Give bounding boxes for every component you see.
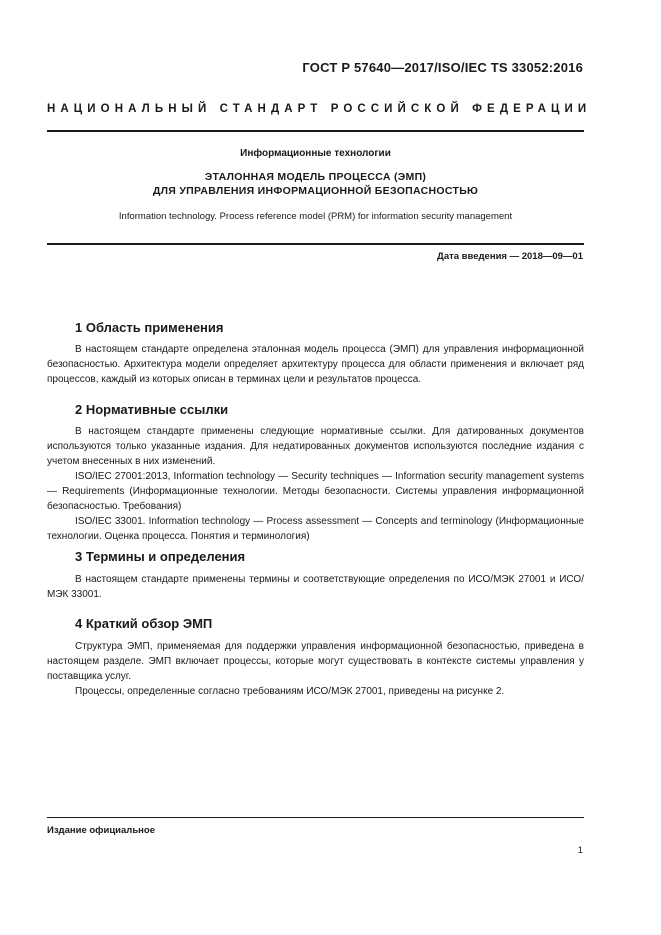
section-body-terms	[47, 572, 584, 602]
reference-iso-33001: ISO/IEC 33001. Information technology — Process assessment — Concepts and terminology (Информационные технологии. Оценка процесса. Понятия и терминология)	[47, 516, 584, 542]
national-standard-banner: НАЦИОНАЛЬНЫЙ СТАНДАРТ РОССИЙСКОЙ ФЕДЕРАЦИИ	[47, 103, 592, 115]
title-rule	[47, 243, 584, 245]
introduction-date: Дата введения — 2018—09—01	[437, 251, 583, 262]
title-line-1: ЭТАЛОННАЯ МОДЕЛЬ ПРОЦЕССА (ЭМП)	[204, 171, 427, 183]
paragraph: В настоящем стандарте определена эталонная модель процесса (ЭМП) для управления информационной безопасностью. Архитектура модели определяет архитектуру процесса для области применения и включает ряд процессов, каждый из которых описан в терминах цели и результатов процесса.	[47, 344, 584, 385]
footer-rule	[47, 817, 584, 818]
section-body-scope	[47, 342, 584, 387]
title-line-2: ДЛЯ УПРАВЛЕНИЯ ИНФОРМАЦИОННОЙ БЕЗОПАСНОСТЬЮ	[152, 185, 479, 197]
paragraph: Процессы, определенные согласно требованиям ИСО/МЭК 27001, приведены на рисунке 2.	[75, 686, 505, 697]
paragraph: В настоящем стандарте применены термины и соответствующие определения по ИСО/МЭК 27001 и ИСО/МЭК 33001.	[47, 574, 584, 600]
section-heading-normative-references: 2 Нормативные ссылки	[75, 402, 229, 417]
paragraph: В настоящем стандарте применены следующие нормативные ссылки. Для датированных документов используются только указанные издания. Для недатированных документов используются последние издания с учетом внесенных в них изменений.	[47, 426, 584, 467]
paragraph: Структура ЭМП, применяемая для поддержки управления информационной безопасностью, приведена в настоящем разделе. ЭМП включает процессы, которые могут существовать в контексте системы управления у поставщика услуг.	[47, 641, 584, 682]
section-body-normative-references	[47, 424, 584, 544]
header-rule	[47, 130, 584, 132]
english-title: Information technology. Process reference model (PRM) for information security management	[118, 211, 513, 222]
page-number: 1	[577, 845, 583, 856]
document-code: ГОСТ Р 57640—2017/ISO/IEC TS 33052:2016	[302, 60, 583, 75]
section-heading-terms: 3 Термины и определения	[75, 549, 246, 564]
reference-iso-27001: ISO/IEC 27001:2013, Information technology — Security techniques — Information security management systems — Requirements (Информационные технологии. Методы безопасности. Системы управления информационной безопасностью. Требования)	[47, 471, 584, 512]
section-heading-scope: 1 Область применения	[75, 320, 224, 335]
official-edition-label: Издание официальное	[47, 825, 155, 836]
standard-series: Информационные технологии	[240, 148, 391, 159]
section-body-prm-overview	[47, 639, 584, 699]
section-heading-prm-overview: 4 Краткий обзор ЭМП	[75, 616, 213, 631]
